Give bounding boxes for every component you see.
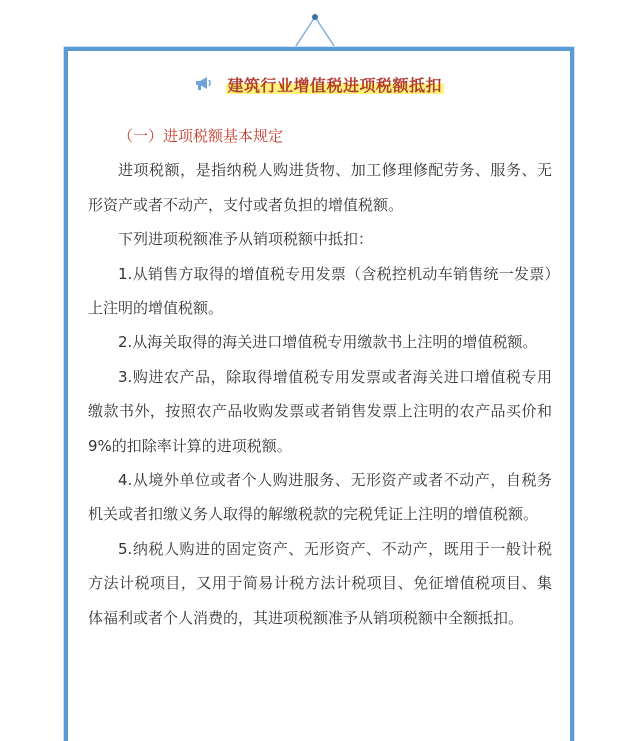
list-item: 4.从境外单位或者个人购进服务、无形资产或者不动产，自税务机关或者扣缴义务人取得的解缴税款的完税凭证上注明的增值税额。	[88, 471, 552, 524]
paragraph: 进项税额，是指纳税人购进货物、加工修理修配劳务、服务、无形资产或者不动产，支付或者负担的增值税额。	[88, 161, 552, 214]
list-item: 1.从销售方取得的增值税专用发票（含税控机动车销售统一发票）上注明的增值税额。	[88, 264, 552, 318]
title-row	[68, 73, 570, 96]
megaphone-icon	[194, 74, 214, 96]
paragraph: 下列进项税额准予从销项税额中抵扣：	[118, 230, 374, 249]
section-heading: （一）进项税额基本规定	[118, 127, 284, 145]
article-frame	[64, 47, 574, 741]
list-item: 5.纳税人购进的固定资产、无形资产、不动产，既用于一般计税方法计税项目，又用于简易计税方法计税项目、免征增值税项目、集体福利或者个人消费的，其进项税额准予从销项税额中全额抵扣。	[88, 539, 552, 627]
page-title: 建筑行业增值税进项税额抵扣	[226, 73, 445, 96]
list-item: 3.购进农产品，除取得增值税专用发票或者海关进口增值税专用缴款书外，按照农产品收购发票或者销售发票上注明的农产品买价和9%的扣除率计算的进项税额。	[88, 367, 552, 455]
article-body	[88, 119, 552, 635]
list-item: 2.从海关取得的海关进口增值税专用缴款书上注明的增值税额。	[118, 333, 538, 352]
hanger-pin	[312, 14, 318, 20]
